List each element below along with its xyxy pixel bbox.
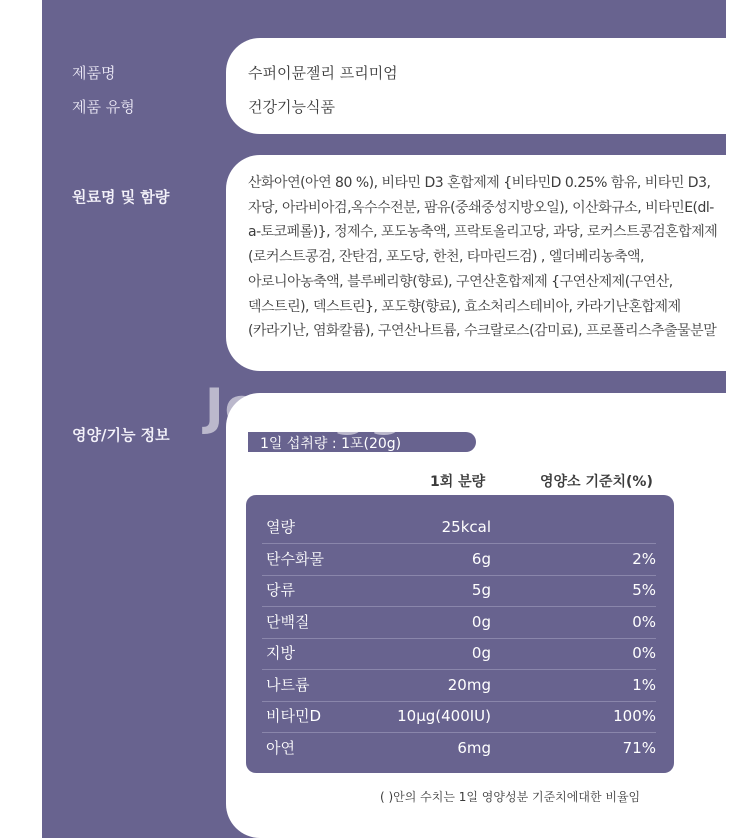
watermark: Joonggonara [205,378,573,436]
table-row [262,701,656,733]
nutrient-daily-value: 0% [632,613,656,631]
nutrient-daily-value: 1% [632,676,656,694]
nutrient-name: 당류 [266,581,295,599]
table-row [262,544,656,576]
nutrient-daily-value: 2% [632,550,656,568]
nutrient-name: 단백질 [266,613,310,631]
table-row [262,638,656,670]
nutrient-amount: 10μg(400IU) [397,707,491,725]
nutrient-name: 나트륨 [266,676,310,694]
ingredients-text: 산화아연(아연 80 %), 비타민 D3 혼합제제 {비타민D 0.25% 함유, 비타민 D3, 자당, 아라비아검,옥수수전분, 팜유(중쇄중성지방오일), 이산화규소, 비타민E(dl-a-토코페롤)}, 정제수, 포도농축액, 프락토올리고당, 과당, 로커스트콩검혼합제제(로커스트콩검, 잔탄검, 포도당, 한천, 타마린드검) , 엘더베리농축액, 아로니아농축액, 블루베리향(향료), 구연산혼합제제 {구연산제제(구연산, 덱스트린), 덱스트린}, 포도향(향료), 효소처리스테비아, 카라기난혼합제제(카라기난, 염화칼륨), 구연산나트륨, 수크랄로스(감미료), 프로폴리스추출물분말 [248,175,718,340]
column-header-amount: 1회 분량 [430,474,486,490]
product-type-label: 제품 유형 [72,98,135,116]
nutrient-daily-value: 0% [632,644,656,662]
product-name-label: 제품명 [72,64,116,82]
nutrient-amount: 0g [471,644,491,662]
nutrient-amount: 0g [471,613,491,631]
serving-size-text: 1일 섭취량 : 1포(20g) [260,436,402,452]
footnote: ( )안의 수치는 1일 영양성분 기준치에대한 비율임 [380,790,641,804]
product-type-value: 건강기능식품 [248,98,335,116]
nutrient-amount: 5g [471,581,491,599]
nutrient-daily-value: 100% [613,707,656,725]
product-name-value: 수퍼이뮨젤리 프리미엄 [248,64,398,82]
nutrition-label: 영양/기능 정보 [72,426,170,444]
table-row [262,670,656,702]
nutrient-daily-value: 5% [632,581,656,599]
nutrient-amount: 20mg [447,676,491,694]
nutrient-daily-value: 71% [622,739,656,757]
product-info-card [226,38,736,134]
nutrient-amount: 25kcal [441,518,491,536]
nutrient-name: 탄수화물 [266,550,324,568]
nutrient-amount: 6g [471,550,491,568]
nutrient-name: 열량 [266,518,295,536]
nutrient-name: 비타민D [266,707,322,725]
nutrient-name: 아연 [266,739,295,757]
column-header-daily-value: 영양소 기준치(%) [540,474,653,490]
table-row [262,575,656,607]
table-row [262,733,656,764]
ingredients-label: 원료명 및 함량 [72,188,170,206]
nutrient-name: 지방 [266,644,295,662]
table-row [262,512,656,544]
nutrient-amount: 6mg [457,739,491,757]
table-row [262,607,656,639]
